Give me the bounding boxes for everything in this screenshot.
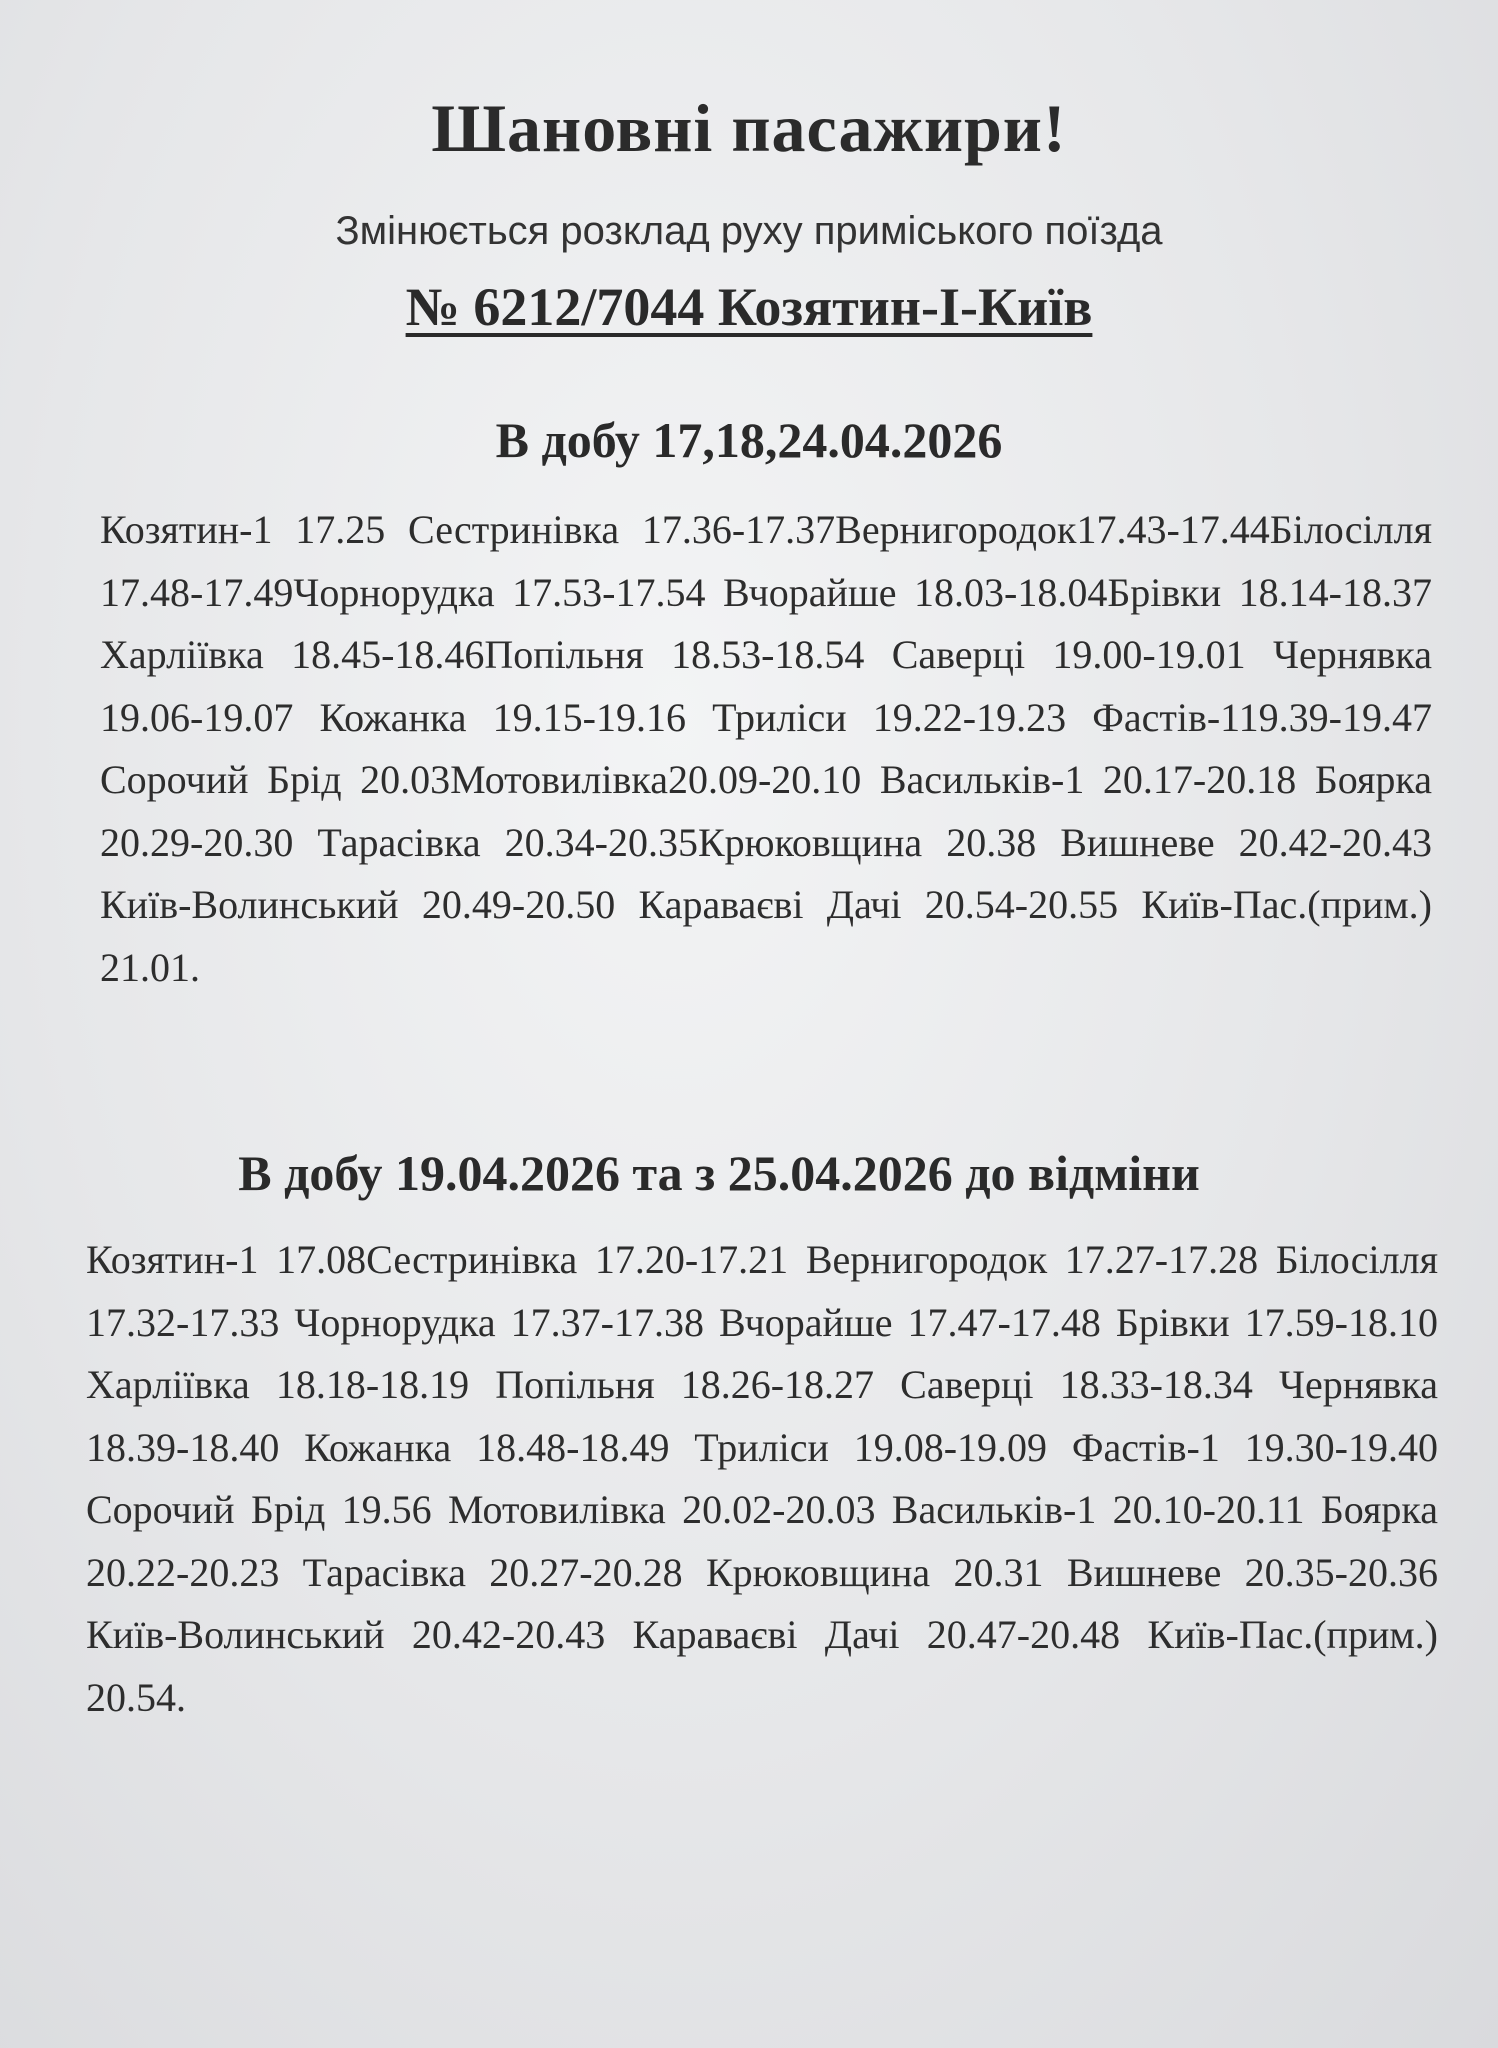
notice-title: Шановні пасажири!: [431, 90, 1067, 166]
train-number-text: № 6212/7044 Козятин-І-Київ: [405, 277, 1093, 337]
notice-subtitle: Змінюється розклад руху приміського поїзда: [335, 209, 1163, 253]
train-number: [0, 272, 1498, 342]
schedule-2-dates: В добу 19.04.2026 та з 25.04.2026 до відміни: [238, 1145, 1200, 1201]
schedule-2-text: Козятин-1 17.08Сестринівка 17.20-17.21 Вернигородок 17.27-17.28 Білосілля 17.32-17.33 Чорнорудка 17.37-17.38 Вчорайше 17.47-17.48 Брівки 17.59-18.10 Харліївка 18.18-18.19 Попільня 18.26-18.27 Саверці 18.33-18.34 Чернявка 18.39-18.40 Кожанка 18.48-18.49 Триліси 19.08-19.09 Фастів-1 19.30-19.40 Сорочий Брід 19.56 Мотовилівка 20.02-20.03 Васильків-1 20.10-20.11 Боярка 20.22-20.23 Тарасівка 20.27-20.28 Крюковщина 20.31 Вишневе 20.35-20.36 Київ-Волинський 20.42-20.43 Караваєві Дачі 20.47-20.48 Київ-Пас.(прим.) 20.54.: [86, 1237, 1438, 1720]
schedule-1-dates: В добу 17,18,24.04.2026: [495, 412, 1003, 468]
schedule-1-text: Козятин-1 17.25 Сестринівка 17.36-17.37Вернигородок17.43-17.44Білосілля 17.48-17.49Чорнорудка 17.53-17.54 Вчорайше 18.03-18.04Брівки 18.14-18.37 Харліївка 18.45-18.46Попільня 18.53-18.54 Саверці 19.00-19.01 Чернявка 19.06-19.07 Кожанка 19.15-19.16 Триліси 19.22-19.23 Фастів-119.39-19.47 Сорочий Брід 20.03Мотовилівка20.09-20.10 Васильків-1 20.17-20.18 Боярка 20.29-20.30 Тарасівка 20.34-20.35Крюковщина 20.38 Вишневе 20.42-20.43 Київ-Волинський 20.49-20.50 Караваєві Дачі 20.54-20.55 Київ-Пас.(прим.) 21.01.: [100, 507, 1432, 990]
